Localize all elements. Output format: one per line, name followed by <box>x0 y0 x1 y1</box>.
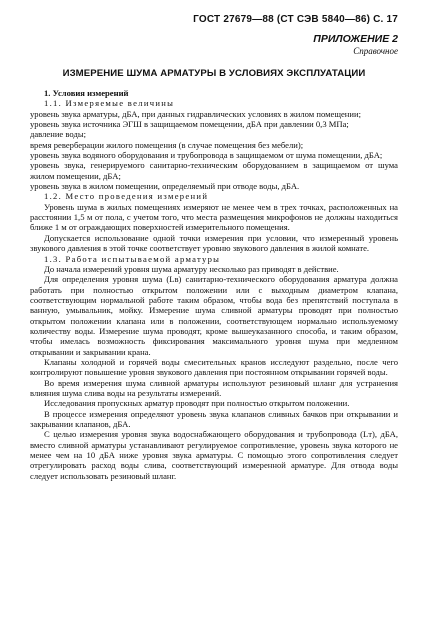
paragraph: С целью измерения уровня звука водоснабжающего оборудования и трубопровода (Lт), дБА, вместо сливной арматуры устанавливают регулируемое сопротивление, уровень звука которого не менее чем на 10 дБА ниже уровня звука арматуры. С помощью этого сопротивления следует отрегулировать расход воды слива, соответствующий измеренной арматуре. Для отвода воды следует использовать резиновый шланг. <box>30 429 398 481</box>
document-body <box>30 88 398 481</box>
paragraph: Уровень шума в жилых помещениях измеряют не менее чем в трех точках, расположенных на расстоянии 1,5 м от пола, с учетом того, что места размещения микрофонов не должны находиться ближе 1 м от ограждающих поверхностей измерительного помещения. <box>30 201 398 233</box>
paragraph: Исследования пропускных арматур проводят при полностью открытом положении. <box>44 398 350 409</box>
paragraph: уровень звука в жилом помещении, определяемый при отводе воды, дБА. <box>30 181 300 192</box>
paragraph: Допускается использование одной точки измерения при условии, что измеренный уровень звукового давления в этой точке соответствует уровню звукового давления в жилой комнате. <box>30 232 398 254</box>
section-heading: 1. Условия измерений <box>44 88 129 98</box>
paragraph: Во время измерения шума сливной арматуры используют резиновый шланг для устранения влияния шума слива воды на результаты измерений. <box>30 377 398 398</box>
paragraph: До начала измерений уровня шума арматуру несколько раз приводят в действие. <box>44 263 339 274</box>
paragraph: время реверберации жилого помещения (в случае помещения без мебели); <box>30 139 304 150</box>
paragraph: Для определения уровня шума (Lв) санитарно-технического оборудования арматура должна работать при полностью открытом положении или с выходным диаметром клапана, соответствующим нормальной работе таким образом, чтобы вода без препятствий поступала в ванную, умывальник, мойку. Измерение шума сливной арматуры проводят при полностью открытом положении клапана или в положении, соответствующем нормально используемому количеству воды. Измерение шума проводят, кроме вышеуказанного способа, и таким образом, чтобы имелась возможность фиксирования максимального уровня шума при медленном открывании и закрывании крана. <box>30 274 398 357</box>
paragraph: уровень звука водяного оборудования и трубопровода в защищаемом от шума помещении, дБА; <box>30 150 383 161</box>
paragraph: уровень звука арматуры, дБА, при данных гидравлических условиях в жилом помещении; <box>30 108 361 119</box>
section-heading: 1.1. Измеряемые величины <box>44 98 175 109</box>
document-title: ИЗМЕРЕНИЕ ШУМА АРМАТУРЫ В УСЛОВИЯХ ЭКСПЛУАТАЦИИ <box>62 68 366 79</box>
paragraph: давление воды; <box>30 129 86 140</box>
section-heading: 1.2. Место проведения измерений <box>44 191 209 202</box>
standard-header: ГОСТ 27679—88 (СТ СЭВ 5840—86) С. 17 <box>193 14 398 25</box>
paragraph: Клапаны холодной и горячей воды смесительных кранов исследуют раздельно, после чего контролируют повышение уровня звукового давления при постоянном открывании горячей воды. <box>30 356 398 378</box>
paragraph: В процессе измерения определяют уровень звука клапанов сливных бачков при открывании и закрывании клапанов, дБА. <box>30 408 398 429</box>
paragraph: уровень звука источника ЭГШ в защищаемом помещении, дБА при давлении 0,3 МПа; <box>30 119 349 130</box>
appendix-label: ПРИЛОЖЕНИЕ 2 <box>313 33 398 45</box>
section-heading: 1.3. Работа испытываемой арматуры <box>44 253 221 264</box>
paragraph: уровень звука, генерируемого санитарно-техническим оборудованием в защищаемом от шума жилом помещении, дБА; <box>30 160 398 181</box>
appendix-type: Справочное <box>353 46 398 56</box>
